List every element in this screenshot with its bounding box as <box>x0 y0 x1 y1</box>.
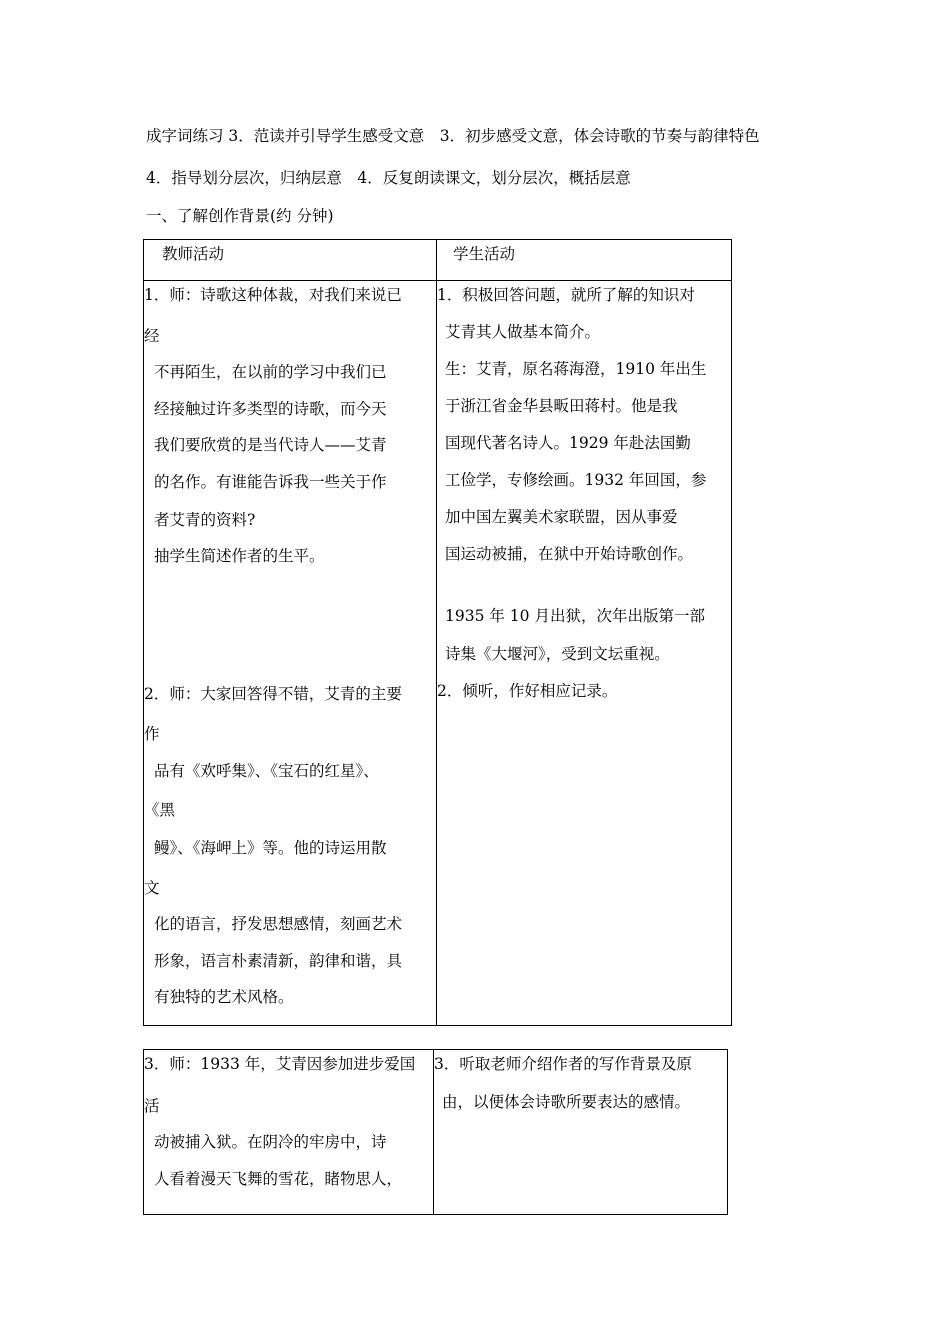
intro-line-2: 4．指导划分层次，归纳层意 4．反复朗读课文，划分层次，概括层意 <box>146 169 631 187</box>
student-line: 诗集《大堰河》，受到文坛重视。 <box>445 645 670 663</box>
activity-table-1 <box>143 239 732 1026</box>
teacher-line: 经 <box>144 327 160 345</box>
teacher-line: 2．师：大家回答得不错，艾青的主要 <box>144 685 402 703</box>
header-teacher: 教师活动 <box>162 245 225 263</box>
student-line: 加中国左翼美术家联盟，因从事爱 <box>445 508 678 526</box>
teacher-line: 品有《欢呼集》、《宝石的红星》、 <box>154 762 379 780</box>
teacher-line: 活 <box>144 1097 160 1115</box>
student-line: 3．听取老师介绍作者的写作背景及原 <box>434 1055 692 1073</box>
student-line: 艾青其人做基本简介。 <box>445 323 601 341</box>
teacher-line: 形象，语言朴素清新，韵律和谐，具 <box>154 952 403 970</box>
student-line: 国现代著名诗人。1929 年赴法国勤 <box>445 434 691 452</box>
teacher-line: 《黑 <box>144 801 176 819</box>
student-activity-cell <box>437 281 732 1026</box>
teacher-line: 的名作。有谁能告诉我一些关于作 <box>154 473 387 491</box>
student-line: 工俭学，专修绘画。1932 年回国，参 <box>445 471 707 489</box>
header-student-cell <box>437 240 732 281</box>
student-line: 1．积极回答问题，就所了解的知识对 <box>437 286 695 304</box>
teacher-line: 人看着漫天飞舞的雪花，睹物思人， <box>154 1170 403 1188</box>
teacher-activity-cell <box>144 281 437 1026</box>
teacher-line: 有独特的艺术风格。 <box>154 988 294 1006</box>
student-line: 生：艾青，原名蒋海澄，1910 年出生 <box>445 360 707 378</box>
teacher-line: 经接触过许多类型的诗歌，而今天 <box>154 400 387 418</box>
student-line: 国运动被捕，在狱中开始诗歌创作。 <box>445 545 694 563</box>
student-line: 由，以便体会诗歌所要表达的感情。 <box>442 1093 691 1111</box>
teacher-line: 者艾青的资料? <box>154 511 256 529</box>
teacher-line: 1．师：诗歌这种体裁，对我们来说已 <box>144 286 402 304</box>
section-heading: 一、了解创作背景(约 分钟) <box>146 207 334 225</box>
student-line: 2．倾听，作好相应记录。 <box>437 682 618 700</box>
teacher-line: 鳗》、《海岬上》等。他的诗运用散 <box>154 839 387 857</box>
teacher-activity-cell <box>144 1050 434 1215</box>
teacher-line: 化的语言，抒发思想感情，刻画艺术 <box>154 915 403 933</box>
teacher-line: 作 <box>144 725 160 743</box>
teacher-line: 3．师：1933 年，艾青因参加进步爱国 <box>144 1055 416 1073</box>
student-activity-cell <box>434 1050 728 1215</box>
student-line: 于浙江省金华县畈田蒋村。他是我 <box>445 397 678 415</box>
student-line: 1935 年 10 月出狱，次年出版第一部 <box>445 607 705 625</box>
header-teacher-cell <box>144 240 437 281</box>
teacher-line: 不再陌生，在以前的学习中我们已 <box>154 363 387 381</box>
teacher-line: 动被捕入狱。在阴冷的牢房中，诗 <box>154 1133 387 1151</box>
teacher-line: 我们要欣赏的是当代诗人——艾青 <box>154 436 387 454</box>
teacher-line: 文 <box>144 879 160 897</box>
activity-table-2 <box>143 1049 728 1215</box>
intro-line-1: 成字词练习 3．范读并引导学生感受文意 3．初步感受文意，体会诗歌的节奏与韵律特色 <box>146 127 760 145</box>
header-student: 学生活动 <box>453 245 516 263</box>
teacher-line: 抽学生简述作者的生平。 <box>154 547 325 565</box>
